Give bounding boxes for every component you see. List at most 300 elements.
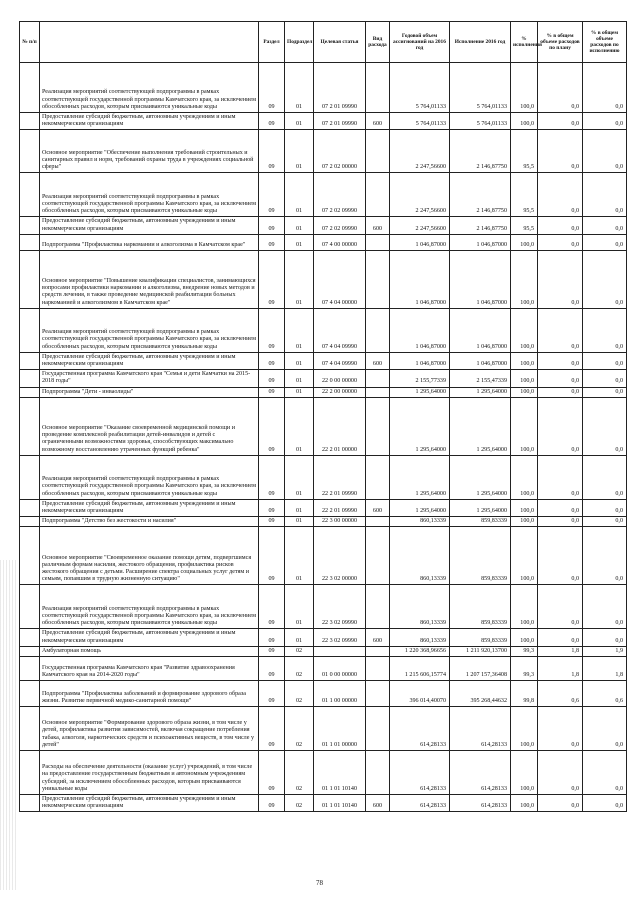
cell-razdel: 09 [259,455,285,499]
cell-ispolnenie: 2 146,87750 [450,173,511,217]
cell-pct: 99,3 [511,657,538,681]
table-row [20,707,627,751]
cell-description: Основное мероприятие "Формирование здорового образа жизни, в том числе у детей, профилактика развития зависимостей, включая сокращение потребления табака, алкоголя, наркотических средств и психоактивных веществ, в том числе у детей" [40,707,259,751]
cell-pct: 100,0 [511,499,538,516]
table-row [20,517,627,527]
table-row [20,308,627,352]
header-podrazdel: Подраздел [285,22,314,63]
cell-share-plan: 0,0 [538,795,583,812]
cell-plan: 1 046,87000 [390,352,450,369]
cell-share-isp: 0,0 [583,387,627,397]
cell-num [20,113,40,130]
budget-sheet [19,21,626,812]
cell-plan: 614,28133 [390,795,450,812]
cell-podrazdel: 01 [285,173,314,217]
cell-celevaya: 22 3 00 00000 [314,517,366,527]
cell-vid [366,681,390,707]
cell-share-isp: 1,8 [583,657,627,681]
cell-ispolnenie: 859,83339 [450,585,511,629]
cell-description: Подпрограмма "Профилактика наркомании и алкоголизма в Камчатском крае" [40,234,259,250]
cell-vid: 600 [366,629,390,646]
cell-pct: 99,3 [511,646,538,656]
cell-plan: 860,13339 [390,585,450,629]
cell-plan: 2 247,56600 [390,173,450,217]
cell-ispolnenie: 614,28133 [450,751,511,795]
cell-num [20,308,40,352]
cell-num [20,397,40,455]
cell-vid [366,130,390,173]
cell-num [20,130,40,173]
cell-podrazdel: 01 [285,234,314,250]
cell-plan: 860,13339 [390,629,450,646]
cell-share-isp: 1,9 [583,646,627,656]
cell-plan: 1 295,64000 [390,397,450,455]
cell-podrazdel: 02 [285,657,314,681]
cell-ispolnenie: 1 211 920,13700 [450,646,511,656]
cell-celevaya [314,646,366,656]
cell-celevaya: 07 2 02 09990 [314,173,366,217]
cell-celevaya: 07 2 01 09990 [314,113,366,130]
budget-table [19,21,627,812]
cell-description: Подпрограмма "Дети - инваолиды" [40,387,259,397]
cell-description: Основное мероприятие "Своевременное оказание помощи детям, подвергшимся различным формам насилия, жестокого обращения, профилактика рисков жестокого обращения с детьми. Расширение спектра социальных услуг детям и семьям, попавшим в трудную жизненную ситуацию" [40,527,259,585]
header-vid: Вид расхода [366,22,390,63]
cell-share-isp: 0,0 [583,795,627,812]
cell-num [20,751,40,795]
cell-ispolnenie: 859,83339 [450,517,511,527]
cell-ispolnenie: 1 046,87000 [450,308,511,352]
cell-share-plan: 0,0 [538,308,583,352]
cell-pct: 100,0 [511,707,538,751]
cell-razdel: 09 [259,707,285,751]
header-share-isp: % в общем объеме расходов по исполнению [583,22,627,63]
cell-vid: 600 [366,795,390,812]
cell-description: Реализация мероприятий соответствующей подпрограммы в рамках соответствующей государственной программы Камчатского края, за исключением обособленных расходов, которым присваиваются уникальные коды [40,63,259,113]
cell-vid [366,250,390,308]
cell-celevaya: 07 2 01 09990 [314,63,366,113]
cell-share-isp: 0,0 [583,751,627,795]
cell-num [20,585,40,629]
cell-share-plan: 0,6 [538,681,583,707]
cell-celevaya: 01 1 00 00000 [314,681,366,707]
cell-num [20,455,40,499]
cell-podrazdel: 01 [285,629,314,646]
cell-description: Реализация мероприятий соответствующей подпрограммы в рамках соответствующей государственной программы Камчатского края, за исключением обособленных расходов, которым присваиваются уникальные коды [40,585,259,629]
table-header-row [20,22,627,63]
cell-share-plan: 0,0 [538,352,583,369]
cell-razdel: 09 [259,681,285,707]
cell-plan: 1 220 368,96656 [390,646,450,656]
cell-pct: 100,0 [511,517,538,527]
cell-podrazdel: 01 [285,250,314,308]
cell-plan: 5 764,01133 [390,63,450,113]
cell-share-plan: 0,0 [538,113,583,130]
cell-razdel: 09 [259,308,285,352]
cell-pct: 100,0 [511,352,538,369]
cell-share-isp: 0,0 [583,517,627,527]
cell-share-plan: 0,0 [538,63,583,113]
cell-description: Амбулаторная помощь [40,646,259,656]
cell-num [20,499,40,516]
cell-razdel: 09 [259,517,285,527]
cell-celevaya: 01 0 00 00000 [314,657,366,681]
header-name [40,22,259,63]
cell-pct: 100,0 [511,113,538,130]
cell-celevaya: 22 2 01 09990 [314,455,366,499]
cell-vid [366,455,390,499]
cell-plan: 396 014,40070 [390,681,450,707]
table-row [20,657,627,681]
cell-pct: 100,0 [511,308,538,352]
table-row [20,795,627,812]
cell-share-plan: 0,0 [538,217,583,234]
cell-share-plan: 1,8 [538,657,583,681]
cell-razdel: 09 [259,113,285,130]
cell-share-plan: 0,0 [538,585,583,629]
cell-celevaya: 01 1 01 10140 [314,795,366,812]
cell-ispolnenie: 614,28133 [450,795,511,812]
cell-plan: 5 764,01133 [390,113,450,130]
cell-ispolnenie: 2 146,87750 [450,130,511,173]
cell-share-plan: 0,0 [538,130,583,173]
table-row [20,234,627,250]
cell-share-isp: 0,0 [583,63,627,113]
cell-description: Основное мероприятие "Обеспечение выполнения требований строительных и санитарных правил и норм, требований охраны труда в учреждениях социальной сферы" [40,130,259,173]
cell-vid [366,234,390,250]
cell-podrazdel: 01 [285,527,314,585]
cell-num [20,657,40,681]
cell-ispolnenie: 2 146,87750 [450,217,511,234]
cell-share-plan: 0,0 [538,234,583,250]
cell-vid [366,585,390,629]
cell-podrazdel: 02 [285,751,314,795]
cell-ispolnenie: 395 268,44632 [450,681,511,707]
cell-ispolnenie: 1 046,87000 [450,352,511,369]
cell-ispolnenie: 1 046,87000 [450,234,511,250]
cell-pct: 100,0 [511,234,538,250]
cell-celevaya: 22 0 00 00000 [314,370,366,387]
table-row [20,387,627,397]
cell-share-plan: 0,0 [538,250,583,308]
cell-description: Государственная программа Камчатского края "Развитие здравоохранения Камчатского края на 2014-2020 годы" [40,657,259,681]
cell-podrazdel: 01 [285,63,314,113]
cell-num [20,173,40,217]
cell-podrazdel: 02 [285,795,314,812]
cell-vid [366,370,390,387]
cell-num [20,629,40,646]
cell-num [20,707,40,751]
cell-share-plan: 0,0 [538,707,583,751]
cell-share-plan: 0,0 [538,397,583,455]
cell-razdel: 09 [259,63,285,113]
cell-podrazdel: 01 [285,455,314,499]
cell-description: Предоставление субсидий бюджетным, автономным учреждениям и иным некоммерческим организациям [40,629,259,646]
table-row [20,217,627,234]
table-row [20,527,627,585]
cell-share-isp: 0,0 [583,250,627,308]
cell-num [20,517,40,527]
cell-share-plan: 0,0 [538,751,583,795]
cell-share-isp: 0,0 [583,308,627,352]
cell-description: Реализация мероприятий соответствующей подпрограммы в рамках соответствующей государственной программы Камчатского края, за исключением обособленных расходов, которым присваиваются уникальные коды [40,173,259,217]
cell-plan: 2 155,77339 [390,370,450,387]
table-row [20,63,627,113]
cell-razdel: 09 [259,387,285,397]
cell-pct: 100,0 [511,397,538,455]
cell-podrazdel: 01 [285,387,314,397]
cell-podrazdel: 01 [285,370,314,387]
cell-podrazdel: 01 [285,585,314,629]
cell-ispolnenie: 614,28133 [450,707,511,751]
cell-celevaya: 01 1 01 00000 [314,707,366,751]
cell-num [20,681,40,707]
cell-celevaya: 07 4 00 00000 [314,234,366,250]
cell-pct: 100,0 [511,455,538,499]
cell-celevaya: 07 2 02 09990 [314,217,366,234]
table-row [20,370,627,387]
cell-ispolnenie: 1 295,64000 [450,455,511,499]
table-row [20,646,627,656]
table-body [20,63,627,812]
cell-plan: 2 247,56600 [390,217,450,234]
cell-num [20,527,40,585]
cell-celevaya: 22 3 02 09990 [314,629,366,646]
cell-vid [366,173,390,217]
cell-ispolnenie: 1 207 157,36408 [450,657,511,681]
table-row [20,113,627,130]
cell-description: Предоставление субсидий бюджетным, автономным учреждениям и иным некоммерческим организациям [40,352,259,369]
cell-vid [366,657,390,681]
cell-pct: 100,0 [511,629,538,646]
cell-podrazdel: 02 [285,681,314,707]
cell-description: Реализация мероприятий соответствующей подпрограммы в рамках соответствующей государственной программы Камчатского края, за исключением обособленных расходов, которым присваиваются уникальные коды [40,455,259,499]
cell-share-plan: 0,0 [538,370,583,387]
header-celevaya: Целевая статья [314,22,366,63]
cell-vid [366,517,390,527]
cell-podrazdel: 01 [285,130,314,173]
cell-num [20,646,40,656]
cell-celevaya: 22 2 01 09990 [314,499,366,516]
cell-share-isp: 0,0 [583,217,627,234]
cell-share-plan: 0,0 [538,629,583,646]
cell-plan: 1 295,64000 [390,387,450,397]
cell-celevaya: 01 1 01 10140 [314,751,366,795]
cell-vid [366,397,390,455]
cell-podrazdel: 01 [285,397,314,455]
header-razdel: Раздел [259,22,285,63]
cell-ispolnenie: 1 295,64000 [450,397,511,455]
cell-razdel: 09 [259,130,285,173]
cell-podrazdel: 02 [285,707,314,751]
table-row [20,173,627,217]
table-row [20,629,627,646]
cell-celevaya: 07 4 04 09990 [314,352,366,369]
cell-podrazdel: 01 [285,517,314,527]
cell-razdel: 09 [259,250,285,308]
cell-pct: 100,0 [511,585,538,629]
cell-share-plan: 0,0 [538,499,583,516]
cell-razdel: 09 [259,234,285,250]
cell-vid [366,527,390,585]
cell-pct: 95,5 [511,130,538,173]
cell-description: Предоставление субсидий бюджетным, автономным учреждениям и иным некоммерческим организациям [40,499,259,516]
cell-num [20,370,40,387]
cell-celevaya: 22 2 00 00000 [314,387,366,397]
cell-celevaya: 22 3 02 09990 [314,585,366,629]
cell-plan: 1 046,87000 [390,250,450,308]
cell-plan: 1 215 606,15774 [390,657,450,681]
header-ispolnenie: Исполнение 2016 год [450,22,511,63]
cell-share-isp: 0,0 [583,397,627,455]
cell-vid: 600 [366,217,390,234]
table-row [20,352,627,369]
header-num: № п/п [20,22,40,63]
cell-razdel: 09 [259,173,285,217]
cell-razdel: 09 [259,217,285,234]
cell-ispolnenie: 859,83339 [450,527,511,585]
cell-pct: 100,0 [511,795,538,812]
cell-pct: 99,8 [511,681,538,707]
cell-plan: 860,13339 [390,527,450,585]
cell-plan: 1 295,64000 [390,499,450,516]
cell-description: Основное мероприятие "Оказание своевременной медицинской помощи и проведение комплексной реабилитации детей-инвалидов и детей с ограниченными возможностями здоровья, способствующих максимально возможному восстановлению утраченных функций ребенка" [40,397,259,455]
cell-share-isp: 0,0 [583,527,627,585]
scan-edge-shadow [0,560,18,890]
cell-share-isp: 0,0 [583,370,627,387]
cell-share-isp: 0,0 [583,352,627,369]
cell-razdel: 09 [259,527,285,585]
cell-plan: 2 247,56600 [390,130,450,173]
cell-vid [366,646,390,656]
cell-pct: 100,0 [511,370,538,387]
cell-podrazdel: 01 [285,113,314,130]
cell-plan: 860,13339 [390,517,450,527]
cell-podrazdel: 01 [285,352,314,369]
cell-share-isp: 0,0 [583,629,627,646]
cell-pct: 100,0 [511,63,538,113]
cell-pct: 100,0 [511,387,538,397]
cell-pct: 100,0 [511,527,538,585]
cell-num [20,234,40,250]
cell-description: Подпрограмма "Детство без жестокости и насилия" [40,517,259,527]
cell-razdel: 09 [259,499,285,516]
cell-ispolnenie: 1 295,64000 [450,387,511,397]
cell-pct: 95,5 [511,217,538,234]
cell-description: Подпрограмма "Профилактика заболеваний и формирование здорового образа жизни. Развитие первичной медико-санитарной помощи" [40,681,259,707]
table-row [20,585,627,629]
cell-vid: 600 [366,113,390,130]
cell-celevaya: 22 2 01 00000 [314,397,366,455]
cell-share-plan: 0,0 [538,173,583,217]
table-row [20,130,627,173]
cell-vid [366,63,390,113]
cell-num [20,250,40,308]
cell-plan: 1 295,64000 [390,455,450,499]
cell-vid: 600 [366,499,390,516]
cell-share-plan: 0,0 [538,455,583,499]
cell-ispolnenie: 1 046,87000 [450,250,511,308]
table-row [20,397,627,455]
cell-celevaya: 07 4 04 09990 [314,308,366,352]
cell-razdel: 09 [259,751,285,795]
cell-share-isp: 0,0 [583,585,627,629]
cell-vid: 600 [366,352,390,369]
cell-podrazdel: 01 [285,308,314,352]
cell-celevaya: 22 3 02 00000 [314,527,366,585]
cell-ispolnenie: 5 764,01133 [450,63,511,113]
table-row [20,751,627,795]
cell-num [20,352,40,369]
cell-vid [366,707,390,751]
cell-vid [366,387,390,397]
cell-description: Предоставление субсидий бюджетным, автономным учреждениям и иным некоммерческим организациям [40,113,259,130]
cell-pct: 100,0 [511,250,538,308]
cell-share-plan: 0,0 [538,517,583,527]
cell-ispolnenie: 2 155,47339 [450,370,511,387]
cell-razdel: 09 [259,397,285,455]
cell-razdel: 09 [259,629,285,646]
cell-razdel: 09 [259,585,285,629]
cell-share-plan: 0,0 [538,527,583,585]
cell-share-plan: 1,8 [538,646,583,656]
cell-num [20,63,40,113]
cell-celevaya: 07 2 02 00000 [314,130,366,173]
cell-share-isp: 0,0 [583,499,627,516]
cell-plan: 1 046,87000 [390,308,450,352]
cell-plan: 1 046,87000 [390,234,450,250]
cell-razdel: 09 [259,657,285,681]
cell-share-isp: 0,0 [583,234,627,250]
cell-share-isp: 0,0 [583,173,627,217]
cell-description: Реализация мероприятий соответствующей подпрограммы в рамках соответствующей государственной программы Камчатского края, за исключением обособленных расходов, которым присваиваются уникальные коды [40,308,259,352]
cell-celevaya: 07 4 04 00000 [314,250,366,308]
cell-share-plan: 0,0 [538,387,583,397]
table-row [20,499,627,516]
cell-num [20,795,40,812]
cell-plan: 614,28133 [390,707,450,751]
header-share-plan: % в общем объеме расходов по плану [538,22,583,63]
cell-description: Основное мероприятие "Повышение квалификации специалистов, занимающихся вопросами профилактики наркомании и алкоголизма, внедрение новых методов и средств лечения, в также проведение медицинской реабилитации больных наркоманией и алкоголизмом в Камчатском крае" [40,250,259,308]
cell-share-isp: 0,0 [583,707,627,751]
cell-podrazdel: 01 [285,217,314,234]
cell-num [20,217,40,234]
cell-podrazdel: 01 [285,499,314,516]
cell-description: Расходы на обеспечение деятельности (оказание услуг) учреждений, в том числе на предоставление государственным бюджетным и автономным учреждениям субсидий, за исключением обособленных расходов, которым присваиваются уникальные коды [40,751,259,795]
cell-razdel: 09 [259,352,285,369]
table-row [20,250,627,308]
header-plan: Годовой объем ассигнований на 2016 год [390,22,450,63]
cell-vid [366,308,390,352]
cell-share-isp: 0,0 [583,130,627,173]
cell-share-isp: 0,0 [583,455,627,499]
cell-razdel: 09 [259,646,285,656]
cell-description: Предоставление субсидий бюджетным, автономным учреждениям и иным некоммерческим организациям [40,795,259,812]
cell-vid [366,751,390,795]
cell-ispolnenie: 859,83339 [450,629,511,646]
cell-description: Государственная программа Камчатского края "Семья и дети Камчатки на 2015-2018 годы" [40,370,259,387]
table-row [20,455,627,499]
cell-pct: 95,5 [511,173,538,217]
cell-razdel: 09 [259,370,285,387]
cell-pct: 100,0 [511,751,538,795]
header-pct: % исполнения [511,22,538,63]
page-number: 78 [316,879,323,887]
cell-num [20,387,40,397]
cell-share-isp: 0,6 [583,681,627,707]
cell-share-isp: 0,0 [583,113,627,130]
cell-ispolnenie: 1 295,64000 [450,499,511,516]
cell-razdel: 09 [259,795,285,812]
